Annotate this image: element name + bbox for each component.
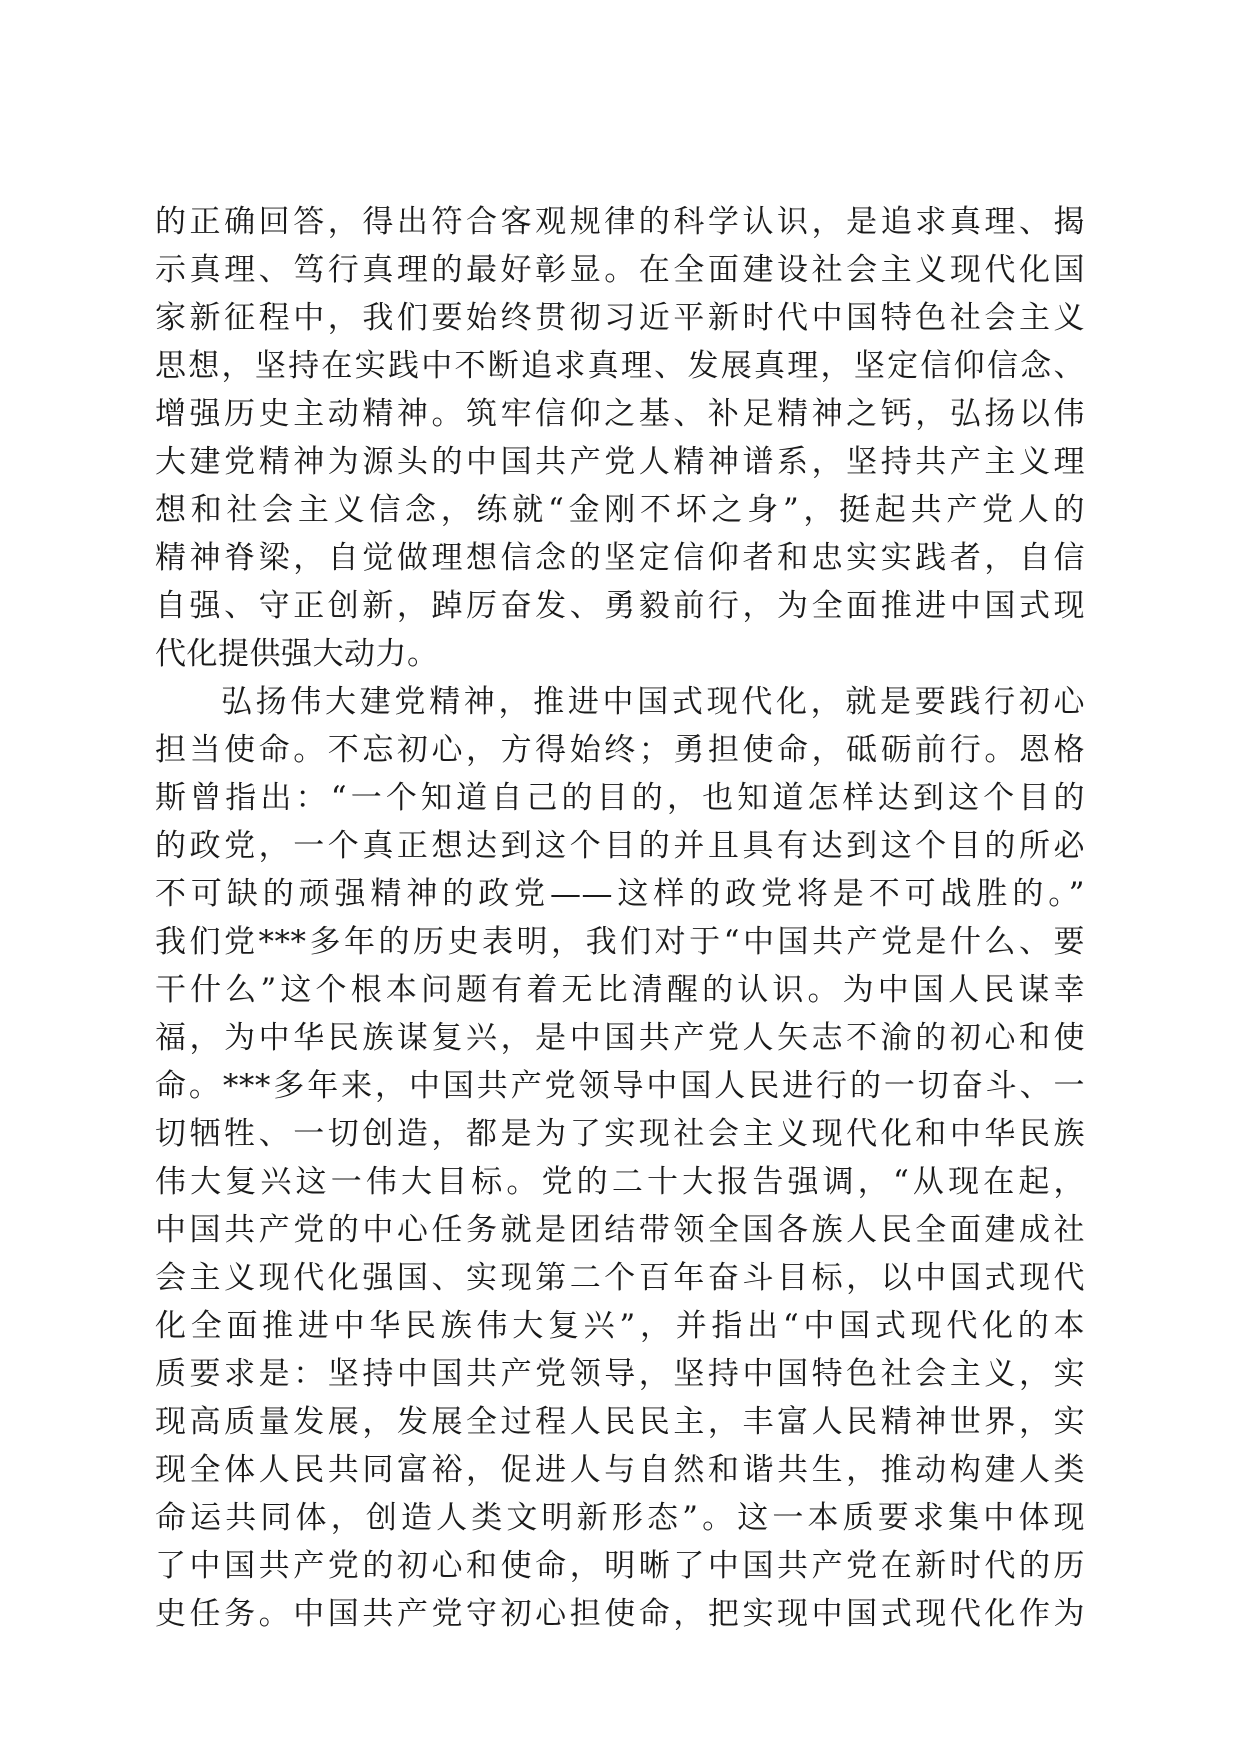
text-line: 现全体人民共同富裕，促进人与自然和谐共生，推动构建人类: [155, 1452, 1085, 1488]
text-line: 中国共产党的中心任务就是团结带领全国各族人民全面建成社: [155, 1212, 1085, 1248]
body-text: [155, 198, 1085, 1638]
text-line: 示真理、笃行真理的最好彰显。在全面建设社会主义现代化国: [155, 252, 1085, 288]
text-line: 质要求是：坚持中国共产党领导，坚持中国特色社会主义，实: [155, 1356, 1085, 1392]
text-line: 史任务。中国共产党守初心担使命，把实现中国式现代化作为: [155, 1596, 1085, 1632]
text-line: 命。***多年来，中国共产党领导中国人民进行的一切奋斗、一: [155, 1068, 1085, 1104]
text-line: 精神脊梁，自觉做理想信念的坚定信仰者和忠实实践者，自信: [155, 540, 1085, 576]
text-line: 现高质量发展，发展全过程人民民主，丰富人民精神世界，实: [155, 1404, 1085, 1440]
text-line: 了中国共产党的初心和使命，明晰了中国共产党在新时代的历: [155, 1548, 1085, 1584]
text-line: 会主义现代化强国、实现第二个百年奋斗目标，以中国式现代: [155, 1260, 1085, 1296]
text-line: 自强、守正创新，踔厉奋发、勇毅前行，为全面推进中国式现: [155, 588, 1085, 624]
text-line: 干什么”这个根本问题有着无比清醒的认识。为中国人民谋幸: [155, 972, 1085, 1008]
text-line: 福，为中华民族谋复兴，是中国共产党人矢志不渝的初心和使: [155, 1020, 1085, 1056]
text-line: 切牺牲、一切创造，都是为了实现社会主义现代化和中华民族: [155, 1116, 1085, 1152]
text-line: 的正确回答，得出符合客观规律的科学认识，是追求真理、揭: [155, 204, 1085, 240]
text-line: 担当使命。不忘初心，方得始终；勇担使命，砥砺前行。恩格: [155, 732, 1085, 768]
text-line: 伟大复兴这一伟大目标。党的二十大报告强调，“从现在起，: [155, 1164, 1085, 1200]
text-line: 斯曾指出：“一个知道自己的目的，也知道怎样达到这个目的: [155, 780, 1085, 816]
text-line: 家新征程中，我们要始终贯彻习近平新时代中国特色社会主义: [155, 300, 1085, 336]
text-line: 不可缺的顽强精神的政党——这样的政党将是不可战胜的。”: [155, 876, 1085, 912]
text-line: 想和社会主义信念，练就“金刚不坏之身”，挺起共产党人的: [155, 492, 1085, 528]
text-line: 我们党***多年的历史表明，我们对于“中国共产党是什么、要: [155, 924, 1085, 960]
paragraph-first-line: 弘扬伟大建党精神，推进中国式现代化，就是要践行初心: [221, 684, 1085, 720]
text-line: 增强历史主动精神。筑牢信仰之基、补足精神之钙，弘扬以伟: [155, 396, 1085, 432]
text-line: 思想，坚持在实践中不断追求真理、发展真理，坚定信仰信念、: [155, 348, 1085, 384]
text-line: 命运共同体，创造人类文明新形态”。这一本质要求集中体现: [155, 1500, 1085, 1536]
text-line: 化全面推进中华民族伟大复兴”，并指出“中国式现代化的本: [155, 1308, 1085, 1344]
paragraph-end-line: 代化提供强大动力。: [155, 636, 439, 672]
text-line: 的政党，一个真正想达到这个目的并且具有达到这个目的所必: [155, 828, 1085, 864]
text-line: 大建党精神为源头的中国共产党人精神谱系，坚持共产主义理: [155, 444, 1085, 480]
